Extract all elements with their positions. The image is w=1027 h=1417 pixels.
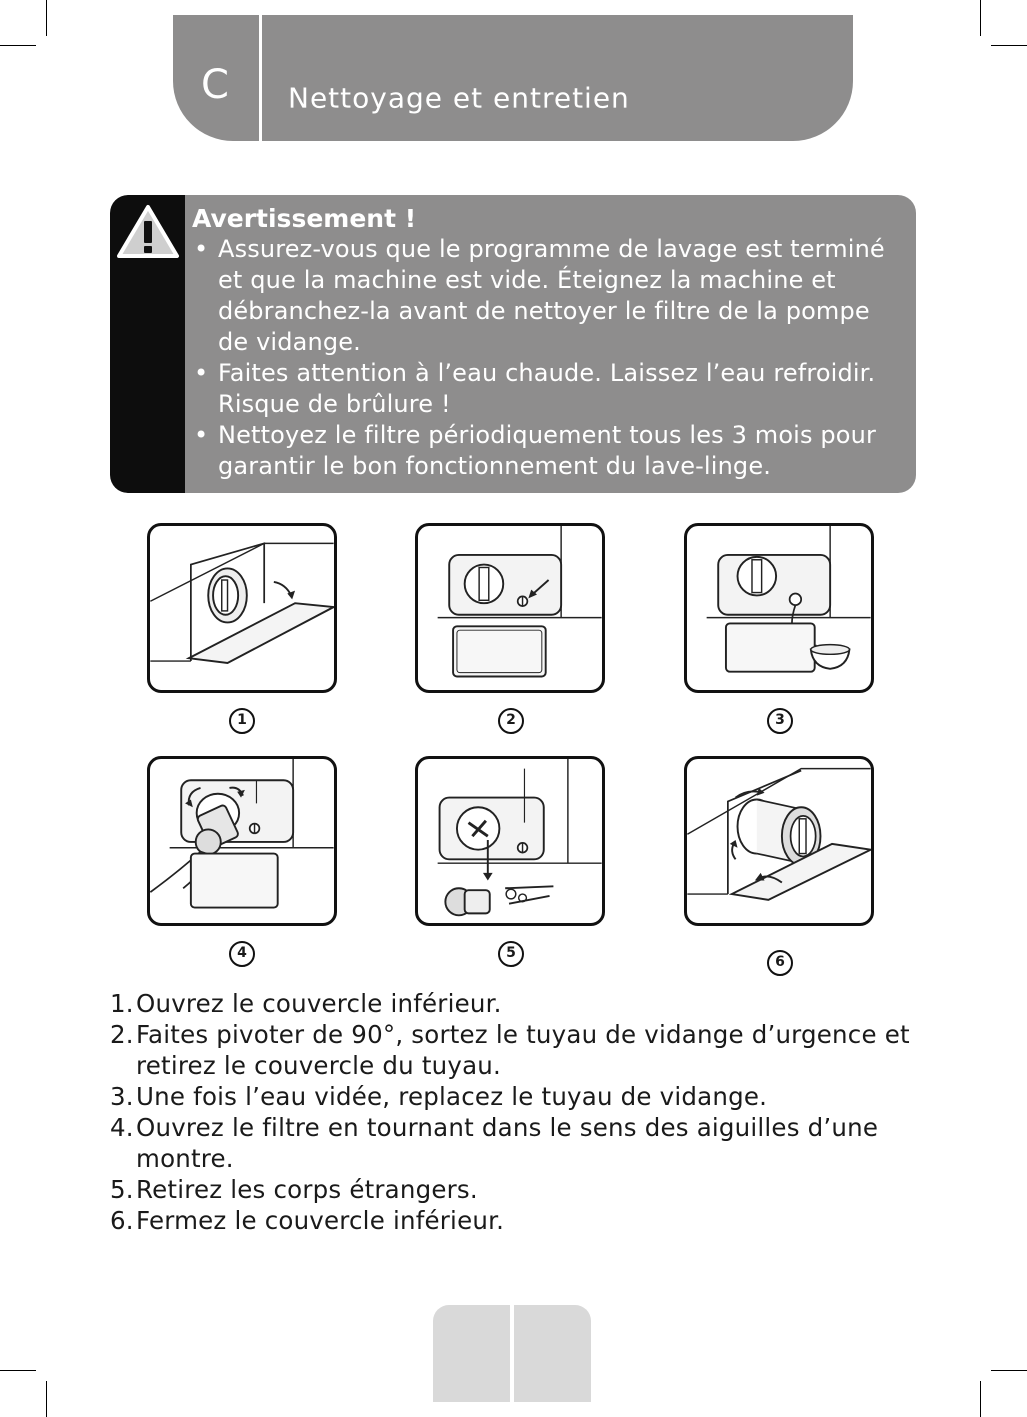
step-number: 3. — [110, 1082, 134, 1111]
figure-number: 5 — [498, 941, 524, 967]
step-text: Ouvrez le couvercle inférieur. — [136, 989, 502, 1018]
warning-content — [192, 203, 902, 482]
crop-mark — [0, 45, 36, 46]
figure-number: 1 — [229, 708, 255, 734]
step-item — [110, 988, 920, 1019]
crop-mark — [46, 0, 47, 36]
step-item — [110, 1019, 920, 1081]
warning-list — [192, 234, 902, 482]
figure-open-filter — [147, 756, 337, 926]
section-letter: C — [201, 62, 229, 108]
warning-heading: Avertissement ! — [192, 204, 417, 233]
footer-tab-right — [514, 1305, 591, 1402]
warning-bullet: • Nettoyez le filtre périodiquement tous les 3 mois pour garantir le bon fonctionnement du lave-linge. — [192, 420, 902, 482]
section-header — [173, 15, 853, 141]
step-number: 5. — [110, 1175, 134, 1204]
warning-bar — [110, 195, 185, 493]
crop-mark — [46, 1381, 47, 1417]
step-number: 4. — [110, 1113, 134, 1142]
figure-drain-water — [684, 523, 874, 693]
figure-emergency-drain — [415, 523, 605, 693]
footer-tab-left — [433, 1305, 510, 1402]
warning-box — [110, 195, 916, 493]
step-text: Fermez le couvercle inférieur. — [136, 1206, 505, 1235]
step-item — [110, 1205, 920, 1236]
step-item — [110, 1112, 920, 1174]
crop-mark — [0, 1370, 36, 1371]
step-number: 1. — [110, 989, 134, 1018]
steps-list — [110, 988, 920, 1236]
figure-close-cover — [684, 756, 874, 926]
step-item — [110, 1174, 920, 1205]
figure-number: 2 — [498, 708, 524, 734]
step-item — [110, 1081, 920, 1112]
warning-bullet: • Assurez-vous que le programme de lavage est terminé et que la machine est vide. Éteignez la machine et débranchez-la avant de nettoyer le filtre de la pompe de vidange. — [192, 234, 902, 358]
step-text: Retirez les corps étrangers. — [136, 1175, 478, 1204]
warning-triangle-icon — [115, 203, 181, 261]
header-divider — [259, 15, 262, 141]
figure-remove-objects — [415, 756, 605, 926]
step-text: Faites pivoter de 90°, sortez le tuyau de vidange d’urgence et retirez le couvercle du tuyau. — [136, 1020, 910, 1080]
figure-number: 6 — [767, 950, 793, 976]
crop-mark — [980, 1381, 981, 1417]
step-number: 6. — [110, 1206, 134, 1235]
step-number: 2. — [110, 1020, 134, 1049]
figure-number: 4 — [229, 941, 255, 967]
page-title: Nettoyage et entretien — [288, 81, 630, 115]
figure-open-cover — [147, 523, 337, 693]
step-text: Une fois l’eau vidée, replacez le tuyau de vidange. — [136, 1082, 768, 1111]
crop-mark — [991, 1370, 1027, 1371]
crop-mark — [980, 0, 981, 36]
step-text: Ouvrez le filtre en tournant dans le sens des aiguilles d’une montre. — [136, 1113, 879, 1173]
figure-number: 3 — [767, 708, 793, 734]
crop-mark — [991, 45, 1027, 46]
warning-bullet: • Faites attention à l’eau chaude. Laissez l’eau refroidir. Risque de brûlure ! — [192, 358, 902, 420]
